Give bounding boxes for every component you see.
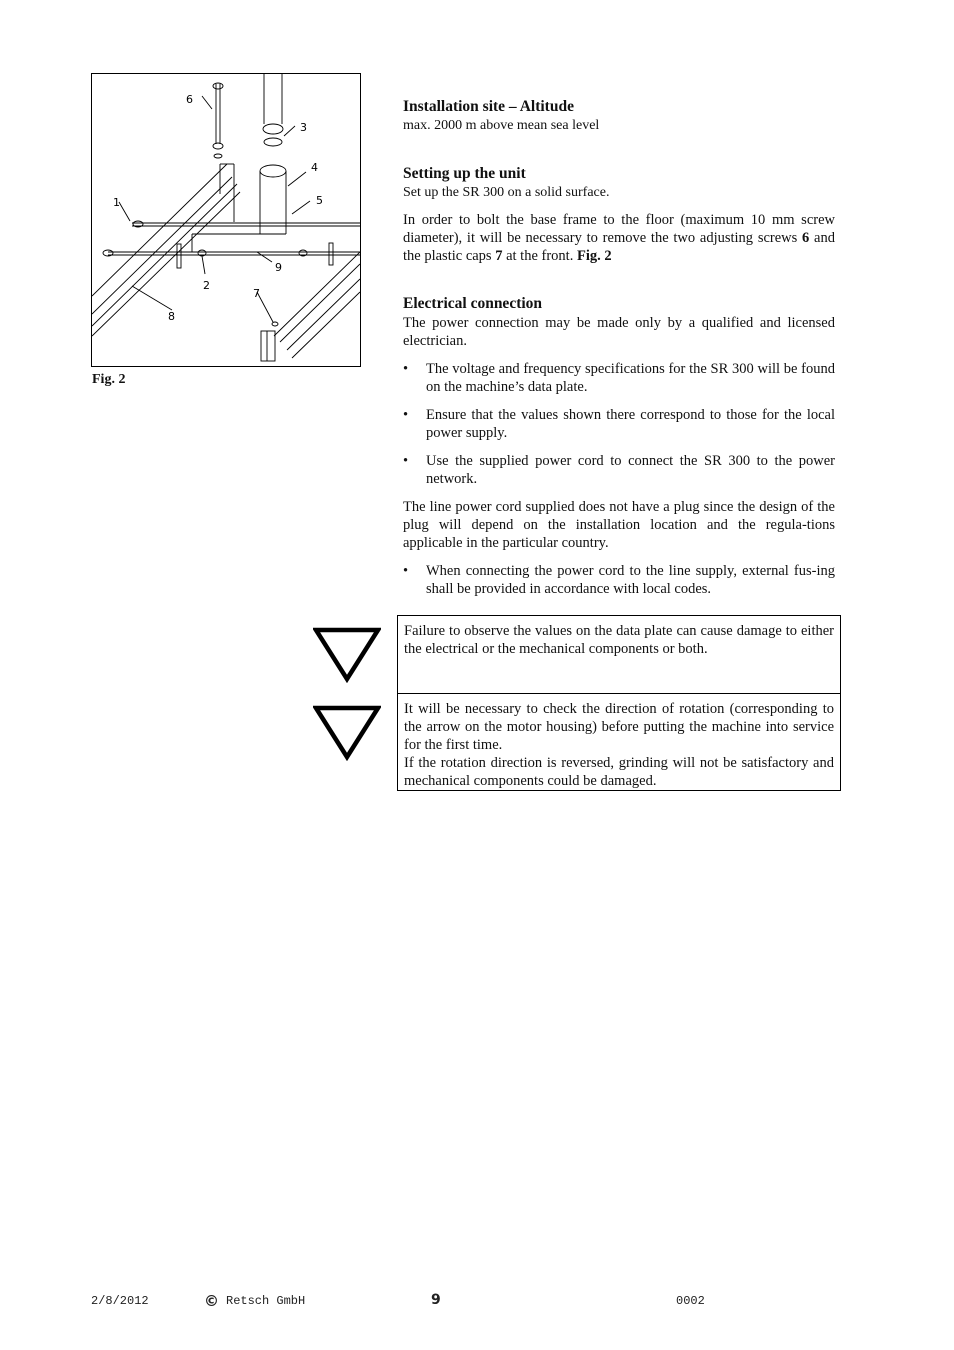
callout-5: 5 [316, 194, 323, 207]
warning-text: If the rotation direction is reversed, grinding will not be satisfactory and mechanical components could be damaged. [404, 755, 834, 789]
section-electrical [403, 294, 835, 608]
footer-date: 2/8/2012 [91, 1294, 149, 1308]
copyright-icon: © [204, 1292, 219, 1310]
list-item: • The voltage and frequency specifications for the SR 300 will be found on the machine’s data plate. [403, 360, 835, 396]
setup-p1: Set up the SR 300 on a solid surface. [403, 185, 610, 200]
list-item: • Use the supplied power cord to connect the SR 300 to the power network. [403, 452, 835, 488]
heading-electrical: Electrical connection [403, 295, 543, 312]
section-altitude [403, 97, 835, 144]
list-item: • When connecting the power cord to the line supply, external fus-ing shall be provided in accordance with local codes. [403, 562, 835, 598]
callout-2: 2 [203, 279, 210, 292]
warning-text: Failure to observe the values on the data plate can cause damage to either the electrical or the mechanical components or both. [404, 623, 834, 657]
callout-3: 3 [300, 121, 307, 134]
base-frame-drawing [92, 74, 360, 366]
warning-text: It will be necessary to check the direction of rotation (corresponding to the arrow on the motor housing) before putting the machine into service for the first time. [404, 701, 834, 753]
warning-triangle-icon [313, 627, 381, 683]
electrical-bullets [403, 360, 835, 488]
setup-p2: In order to bolt the base frame to the floor (maximum 10 mm screw diameter), it will be necessary to remove the two adjusting screws 6 and the plastic caps 7 at the front. Fig. 2 [403, 212, 835, 264]
warning-box-1 [397, 615, 841, 694]
list-item: • Ensure that the values shown there correspond to those for the local power supply. [403, 406, 835, 442]
callout-9: 9 [275, 261, 282, 274]
callout-6: 6 [186, 93, 193, 106]
callout-7: 7 [253, 287, 260, 300]
warning-box-2 [397, 693, 841, 791]
electrical-para: The line power cord supplied does not have a plug since the design of the plug will depend on the installation location and the regula-tions applicable in the particular country. [403, 499, 835, 551]
altitude-text: max. 2000 m above mean sea level [403, 118, 600, 133]
figure-caption: Fig. 2 [92, 372, 126, 387]
footer-company: Retsch GmbH [226, 1294, 306, 1308]
callout-1: 1 [113, 196, 120, 209]
footer-code: 0002 [676, 1294, 705, 1308]
electrical-intro: The power connection may be made only by a qualified and licensed electrician. [403, 315, 835, 349]
callout-8: 8 [168, 310, 175, 323]
electrical-bullet-last [403, 562, 835, 598]
heading-altitude: Installation site – Altitude [403, 98, 574, 115]
warning-triangle-icon [313, 705, 381, 761]
section-setup [403, 164, 835, 275]
page-number: 9 [431, 1292, 441, 1308]
figure-2-frame [91, 73, 361, 367]
heading-setup: Setting up the unit [403, 165, 526, 182]
callout-4: 4 [311, 161, 318, 174]
